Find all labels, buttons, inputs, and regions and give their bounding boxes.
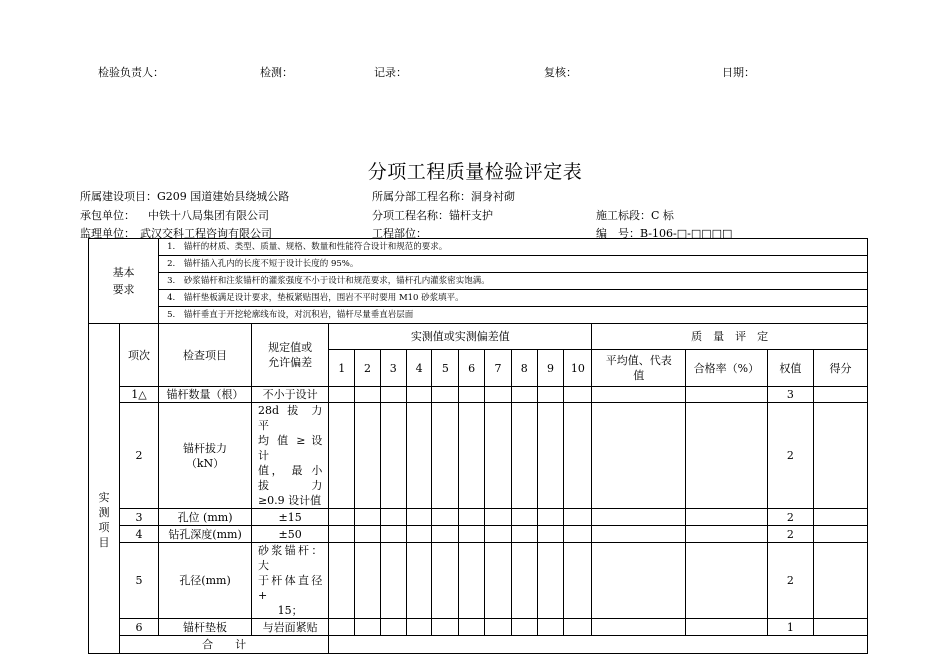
score-cell[interactable] <box>814 619 868 636</box>
measure-cell[interactable] <box>406 526 432 543</box>
measure-cell[interactable] <box>432 403 459 509</box>
average-cell[interactable] <box>592 387 686 403</box>
measure-cell[interactable] <box>329 387 355 403</box>
row-weight: 2 <box>767 526 813 543</box>
measure-cell[interactable] <box>459 387 485 403</box>
measure-cell[interactable] <box>485 543 512 619</box>
measured-items-label <box>89 387 120 654</box>
measure-cell[interactable] <box>380 543 406 619</box>
basic-label-line2: 要求 <box>112 283 135 296</box>
row-item: 孔径(mm) <box>159 543 252 619</box>
row-weight: 2 <box>767 509 813 526</box>
col-1: 1 <box>329 350 355 387</box>
measure-cell[interactable] <box>380 619 406 636</box>
supervisor-label: 监理单位： <box>80 227 135 240</box>
row-item: 钻孔深度(mm) <box>159 526 252 543</box>
measure-cell[interactable] <box>406 403 432 509</box>
score-cell[interactable] <box>814 509 868 526</box>
requirement-4: 4. 锚杆垫板满足设计要求，垫板紧贴围岩，围岩不平时要用 M10 砂浆填平。 <box>159 290 868 307</box>
header-average-line1: 平均值、代表 <box>605 354 672 367</box>
section-info: 施工标段：C 标 <box>596 209 674 222</box>
total-row <box>89 636 868 654</box>
pass-rate-cell[interactable] <box>686 543 767 619</box>
measure-cell[interactable] <box>380 509 406 526</box>
inspection-table <box>88 238 868 654</box>
review-label: 复核： <box>544 66 577 79</box>
header-spec <box>251 324 328 387</box>
row-no: 2 <box>119 403 158 509</box>
col-4: 4 <box>406 350 432 387</box>
measure-cell[interactable] <box>355 387 381 403</box>
average-cell[interactable] <box>592 403 686 509</box>
measure-cell[interactable] <box>355 509 381 526</box>
table-row <box>89 387 868 403</box>
pass-rate-cell[interactable] <box>686 509 767 526</box>
measure-cell[interactable] <box>511 543 537 619</box>
measure-cell[interactable] <box>432 526 459 543</box>
inspector-in-charge-label: 检验负责人： <box>98 66 164 79</box>
measure-cell[interactable] <box>564 619 592 636</box>
average-cell[interactable] <box>592 543 686 619</box>
header-weight: 权值 <box>767 350 813 387</box>
measure-cell[interactable] <box>511 387 537 403</box>
average-cell[interactable] <box>592 526 686 543</box>
date-label: 日期： <box>722 66 755 79</box>
measure-cell[interactable] <box>564 387 592 403</box>
row-weight: 2 <box>767 403 813 509</box>
measure-cell[interactable] <box>511 509 537 526</box>
left-margin-cell <box>89 324 120 350</box>
division-info: 所属分部工程名称：洞身衬砌 <box>372 190 515 203</box>
col-10: 10 <box>564 350 592 387</box>
spec-line: 15； <box>277 604 303 617</box>
basic-requirement-row <box>89 290 868 307</box>
measured-label-char: 目 <box>98 535 110 549</box>
col-3: 3 <box>380 350 406 387</box>
measure-cell[interactable] <box>459 619 485 636</box>
measure-cell[interactable] <box>485 403 512 509</box>
row-no: 3 <box>119 509 158 526</box>
basic-label-line1: 基本 <box>112 266 135 279</box>
row-spec: 不小于设计 <box>251 387 328 403</box>
measured-label-char: 测 <box>98 505 110 519</box>
measure-cell[interactable] <box>355 543 381 619</box>
header-item-no: 项次 <box>119 324 158 387</box>
header-measured: 实测值或实测偏差值 <box>329 324 592 350</box>
basic-requirement-row <box>89 239 868 256</box>
header-spec-line2: 允许偏差 <box>268 356 313 369</box>
measure-cell[interactable] <box>537 619 564 636</box>
subitem-info: 分项工程名称：锚杆支护 <box>372 209 493 222</box>
basic-requirements-label <box>89 239 159 324</box>
measure-cell[interactable] <box>406 619 432 636</box>
row-weight: 1 <box>767 619 813 636</box>
table-row <box>89 526 868 543</box>
measure-cell[interactable] <box>537 543 564 619</box>
spec-line: 均 值 ≥ 设 计 <box>257 434 323 462</box>
requirement-5: 5. 锚杆垂直于开挖轮廓线布设，对沉积岩，锚杆尽量垂直岩层面 <box>159 307 868 324</box>
row-item: 锚杆数量（根） <box>159 387 252 403</box>
testing-label: 检测： <box>260 66 293 79</box>
header-spec-line1: 规定值或 <box>268 341 313 354</box>
measure-cell[interactable] <box>355 619 381 636</box>
header-row-1 <box>89 324 868 350</box>
total-value-cell[interactable] <box>329 636 868 654</box>
contractor-label: 承包单位： <box>80 209 135 222</box>
recording-label: 记录： <box>374 66 407 79</box>
spec-line: 砂浆锚杆：大 <box>257 544 323 572</box>
measure-cell[interactable] <box>564 543 592 619</box>
table-row <box>89 509 868 526</box>
basic-requirement-row <box>89 273 868 290</box>
measure-cell[interactable] <box>511 526 537 543</box>
total-label: 合 计 <box>119 636 328 654</box>
page-title: 分项工程质量检验评定表 <box>367 161 583 183</box>
measure-cell[interactable] <box>406 387 432 403</box>
measure-cell[interactable] <box>355 526 381 543</box>
basic-requirement-row <box>89 307 868 324</box>
measure-cell[interactable] <box>406 509 432 526</box>
spec-line: 值， 最 小 拔 力 <box>257 464 323 492</box>
score-cell[interactable] <box>814 526 868 543</box>
row-spec <box>251 403 328 509</box>
code-info: 编 号：B-106-□-□□□□ <box>596 227 733 240</box>
requirement-2: 2. 锚杆插入孔内的长度不短于设计长度的 95%。 <box>159 256 868 273</box>
measured-label-char: 项 <box>98 520 110 534</box>
measure-cell[interactable] <box>432 543 459 619</box>
row-item: 孔位 (mm) <box>159 509 252 526</box>
measure-cell[interactable] <box>511 619 537 636</box>
col-6: 6 <box>459 350 485 387</box>
row-weight: 3 <box>767 387 813 403</box>
col-9: 9 <box>537 350 564 387</box>
score-cell[interactable] <box>814 387 868 403</box>
row-item: 锚杆垫板 <box>159 619 252 636</box>
row-spec <box>251 543 328 619</box>
col-5: 5 <box>432 350 459 387</box>
col-2: 2 <box>355 350 381 387</box>
measure-cell[interactable] <box>485 509 512 526</box>
measure-cell[interactable] <box>432 619 459 636</box>
measure-cell[interactable] <box>564 509 592 526</box>
measure-cell[interactable] <box>564 403 592 509</box>
col-8: 8 <box>511 350 537 387</box>
measure-cell[interactable] <box>380 387 406 403</box>
spec-line: 于杆体直径 + <box>257 574 323 602</box>
requirement-1: 1. 锚杆的材质、类型、质量、规格、数量和性能符合设计和规范的要求。 <box>159 239 868 256</box>
basic-requirement-row <box>89 256 868 273</box>
measure-cell[interactable] <box>485 526 512 543</box>
score-cell[interactable] <box>814 403 868 509</box>
measure-cell[interactable] <box>485 619 512 636</box>
table-row <box>89 619 868 636</box>
measure-cell[interactable] <box>511 403 537 509</box>
score-cell[interactable] <box>814 543 868 619</box>
spec-line: ≥0.9 设计值 <box>257 494 322 507</box>
measure-cell[interactable] <box>432 509 459 526</box>
average-cell[interactable] <box>592 619 686 636</box>
header-check-item: 检查项目 <box>159 324 252 387</box>
measure-cell[interactable] <box>459 509 485 526</box>
header-quality: 质 量 评 定 <box>592 324 868 350</box>
row-item <box>159 403 252 509</box>
supervisor-name: 武汉交科工程咨询有限公司 <box>140 227 272 240</box>
measure-cell[interactable] <box>329 543 355 619</box>
left-margin-cell <box>89 350 120 387</box>
measure-cell[interactable] <box>564 526 592 543</box>
measure-cell[interactable] <box>406 543 432 619</box>
pass-rate-cell[interactable] <box>686 526 767 543</box>
header-pass-rate: 合格率（%） <box>686 350 767 387</box>
location-info: 工程部位： <box>372 227 427 240</box>
pass-rate-cell[interactable] <box>686 387 767 403</box>
measure-cell[interactable] <box>537 387 564 403</box>
measure-cell[interactable] <box>355 403 381 509</box>
header-average-line2: 值 <box>633 369 645 382</box>
measure-cell[interactable] <box>380 526 406 543</box>
table-row <box>89 543 868 619</box>
row-no: 6 <box>119 619 158 636</box>
measure-cell[interactable] <box>459 526 485 543</box>
measure-cell[interactable] <box>329 403 355 509</box>
row-no: 5 <box>119 543 158 619</box>
row-item-line1: 锚杆拔力 <box>183 441 228 455</box>
measure-cell[interactable] <box>380 403 406 509</box>
measured-label-char: 实 <box>98 490 110 504</box>
row-spec: ±15 <box>251 509 328 526</box>
row-weight: 2 <box>767 543 813 619</box>
pass-rate-cell[interactable] <box>686 619 767 636</box>
spec-line: 28d 拔 力 平 <box>257 404 323 432</box>
measure-cell[interactable] <box>432 387 459 403</box>
header-score: 得分 <box>814 350 868 387</box>
row-no: 4 <box>119 526 158 543</box>
measure-cell[interactable] <box>485 387 512 403</box>
pass-rate-cell[interactable] <box>686 403 767 509</box>
average-cell[interactable] <box>592 509 686 526</box>
contractor-name: 中铁十八局集团有限公司 <box>148 209 269 222</box>
table-row <box>89 403 868 509</box>
project-info: 所属建设项目：G209 国道建始县绕城公路 <box>80 190 290 203</box>
col-7: 7 <box>485 350 512 387</box>
measure-cell[interactable] <box>329 526 355 543</box>
measure-cell[interactable] <box>537 403 564 509</box>
requirement-3: 3. 砂浆锚杆和注浆锚杆的灌浆强度不小于设计和规范要求，锚杆孔内灌浆密实饱满。 <box>159 273 868 290</box>
measure-cell[interactable] <box>459 543 485 619</box>
row-item-line2: （kN） <box>185 456 225 470</box>
measure-cell[interactable] <box>329 619 355 636</box>
row-spec: 与岩面紧贴 <box>251 619 328 636</box>
measure-cell[interactable] <box>459 403 485 509</box>
header-average <box>592 350 686 387</box>
row-spec: ±50 <box>251 526 328 543</box>
measure-cell[interactable] <box>537 509 564 526</box>
row-no: 1△ <box>119 387 158 403</box>
measure-cell[interactable] <box>329 509 355 526</box>
measure-cell[interactable] <box>537 526 564 543</box>
